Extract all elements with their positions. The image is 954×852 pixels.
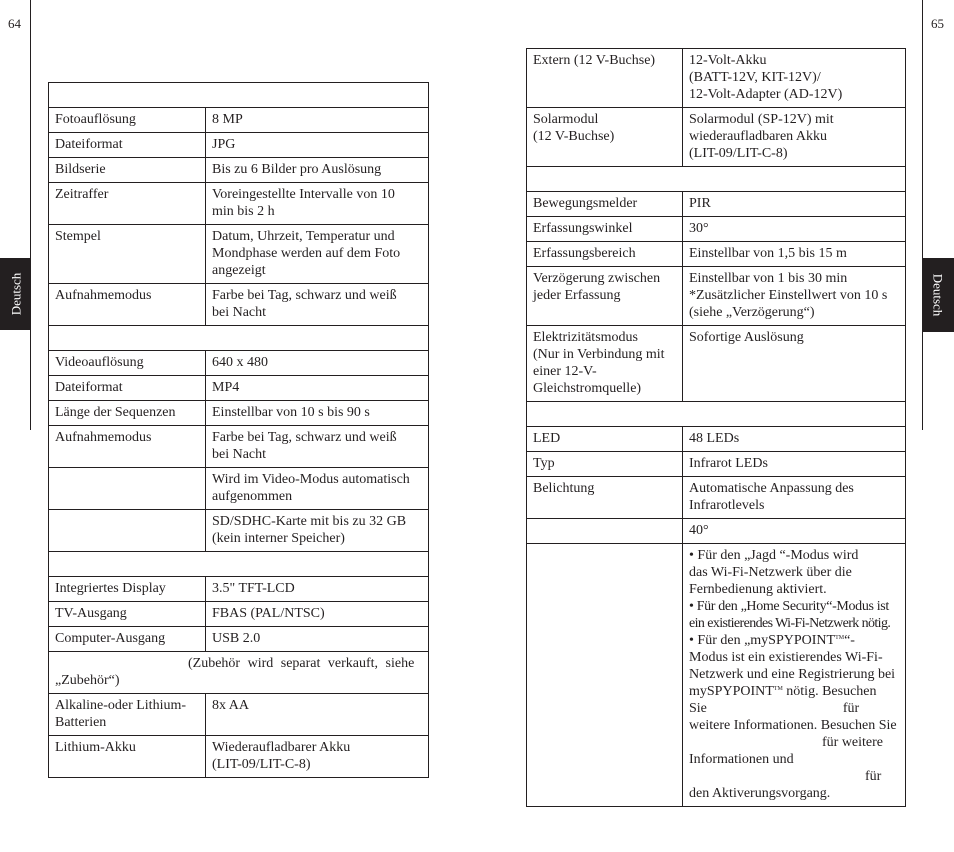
spec-value: Einstellbar von 1,5 bis 15 m xyxy=(683,242,906,267)
wifi-note-line xyxy=(689,666,899,683)
wifi-note-line xyxy=(689,683,899,700)
language-tab-label: Deutsch xyxy=(8,272,23,316)
spec-value: 3.5" TFT-LCD xyxy=(206,577,429,602)
wifi-note-line xyxy=(689,581,899,598)
spec-label: Dateiformat xyxy=(49,376,206,401)
section-header-row xyxy=(527,167,906,192)
wifi-note-text: für weitere xyxy=(822,735,884,750)
wifi-note-line xyxy=(689,717,899,734)
spec-value: Bis zu 6 Bilder pro Auslösung xyxy=(206,158,429,183)
spec-value: Automatische Anpassung des Infrarotlevels xyxy=(683,477,906,519)
power-note-line xyxy=(55,672,422,689)
spec-label: Integriertes Display xyxy=(49,577,206,602)
wifi-note-line xyxy=(689,785,899,802)
language-tab-label: Deutsch xyxy=(930,273,946,317)
spec-value: Infrarot LEDs xyxy=(683,452,906,477)
power-note-row xyxy=(49,652,429,694)
wifi-note-text: • Für den „Jagd “-Modus wird xyxy=(689,548,859,563)
spec-row-typ xyxy=(527,452,906,477)
spec-row-zeitraffer xyxy=(49,183,429,225)
spec-row-solarmodul xyxy=(527,108,906,167)
spec-value: 30° xyxy=(683,217,906,242)
trademark-mark: TM xyxy=(835,635,845,641)
spec-row-leuchtwinkel xyxy=(527,519,906,544)
page-number-left: 64 xyxy=(8,16,21,31)
page-edge-line-right xyxy=(922,0,923,430)
section-header-cell xyxy=(49,552,429,577)
spec-row-bildserie xyxy=(49,158,429,183)
spec-row-batterien xyxy=(49,694,429,736)
wifi-note-text: das Wi-Fi-Netzwerk über die xyxy=(689,565,852,580)
spec-value: Datum, Uhrzeit, Temperatur und Mondphase werden auf dem Foto angezeigt xyxy=(206,225,429,284)
language-tab-left xyxy=(0,258,31,330)
spec-label xyxy=(49,510,206,552)
spec-label: Lithium-Akku xyxy=(49,736,206,778)
section-header-cell xyxy=(49,326,429,351)
spec-row-erfassungsbereich xyxy=(527,242,906,267)
right-spec-table xyxy=(526,48,906,807)
spec-label: Aufnahmemodus xyxy=(49,426,206,468)
power-note-line xyxy=(55,655,422,672)
power-note-text: „Zubehör“) xyxy=(55,673,120,688)
spec-label: Solarmodul (12 V-Buchse) xyxy=(527,108,683,167)
section-header-row xyxy=(49,552,429,577)
spec-row-fotoaufloesung xyxy=(49,108,429,133)
left-spec-table xyxy=(48,82,429,778)
spec-row-belichtung xyxy=(527,477,906,519)
spec-label: LED xyxy=(527,427,683,452)
spec-value: Voreingestellte Intervalle von 10 min bis 2 h xyxy=(206,183,429,225)
language-tab-right xyxy=(922,258,954,332)
spec-label: Typ xyxy=(527,452,683,477)
spec-label: Computer-Ausgang xyxy=(49,627,206,652)
blank-link-gap xyxy=(689,779,865,780)
wifi-notes-cell xyxy=(683,544,906,807)
wifi-note-text: mySPYPOINT xyxy=(689,684,774,699)
spec-label xyxy=(527,544,683,807)
spec-value: USB 2.0 xyxy=(206,627,429,652)
wifi-note-text: für xyxy=(842,701,860,716)
wifi-note-text: für xyxy=(865,769,882,784)
spec-value: 8x AA xyxy=(206,694,429,736)
wifi-note-line xyxy=(689,615,899,632)
wifi-note-line xyxy=(689,598,899,615)
spec-row-led xyxy=(527,427,906,452)
spec-value: Sofortige Auslösung xyxy=(683,326,906,402)
wifi-note-line xyxy=(689,751,899,768)
spec-value: 40° xyxy=(683,519,906,544)
spec-value: 8 MP xyxy=(206,108,429,133)
spec-label: Videoauflösung xyxy=(49,351,206,376)
blank-link-gap xyxy=(707,711,843,712)
spec-label: Zeitraffer xyxy=(49,183,206,225)
spec-label: TV-Ausgang xyxy=(49,602,206,627)
spec-row-dateiformat-video xyxy=(49,376,429,401)
spec-row-lithium-akku xyxy=(49,736,429,778)
spec-value: PIR xyxy=(683,192,906,217)
section-header-row xyxy=(49,83,429,108)
spec-value: Wiederaufladbarer Akku (LIT-09/LIT-C-8) xyxy=(206,736,429,778)
trademark-mark: TM xyxy=(773,686,783,692)
spec-value: Einstellbar von 10 s bis 90 s xyxy=(206,401,429,426)
spec-value: Farbe bei Tag, schwarz und weiß bei Nacht xyxy=(206,284,429,326)
wifi-note-text: Informationen und xyxy=(689,752,794,767)
spec-row-audio xyxy=(49,468,429,510)
spec-value: Wird im Video-Modus automatisch aufgenommen xyxy=(206,468,429,510)
wifi-note-text: ein existierendes Wi-Fi-Netzwerk nötig. xyxy=(689,616,891,631)
spec-row-bewegungsmelder xyxy=(527,192,906,217)
spec-value: Farbe bei Tag, schwarz und weiß bei Nacht xyxy=(206,426,429,468)
spec-label: Bildserie xyxy=(49,158,206,183)
spec-label: Bewegungsmelder xyxy=(527,192,683,217)
spec-label: Stempel xyxy=(49,225,206,284)
wifi-note-text: “- xyxy=(844,633,855,648)
spec-label: Erfassungsbereich xyxy=(527,242,683,267)
spec-label: Alkaline-oder Lithium- Batterien xyxy=(49,694,206,736)
wifi-note-text: Modus ist ein existierendes Wi-Fi- xyxy=(689,650,883,665)
spec-value: MP4 xyxy=(206,376,429,401)
wifi-note-line xyxy=(689,564,899,581)
spec-row-stempel xyxy=(49,225,429,284)
section-header-cell xyxy=(527,402,906,427)
wifi-note-line xyxy=(689,700,899,717)
wifi-note-line xyxy=(689,649,899,666)
page-number-right: 65 xyxy=(931,16,944,31)
spec-row-sequenzlaenge xyxy=(49,401,429,426)
spec-label: Verzögerung zwischen jeder Erfassung xyxy=(527,267,683,326)
spec-value: 12-Volt-Akku (BATT-12V, KIT-12V)/ 12-Volt-Adapter (AD-12V) xyxy=(683,49,906,108)
spec-row-videoaufloesung xyxy=(49,351,429,376)
section-header-row xyxy=(49,326,429,351)
spec-value: 640 x 480 xyxy=(206,351,429,376)
power-note-cell xyxy=(49,652,429,694)
wifi-note-text: • Für den „mySPYPOINT xyxy=(689,633,836,648)
spec-row-display xyxy=(49,577,429,602)
wifi-note-line xyxy=(689,632,899,649)
spec-value: Einstellbar von 1 bis 30 min *Zusätzlicher Einstellwert von 10 s (siehe „Verzögerung“) xyxy=(683,267,906,326)
spec-row-tv-ausgang xyxy=(49,602,429,627)
wifi-note-text: • Für den „Home Security“-Modus ist xyxy=(689,599,889,614)
spec-row-aufnahmemodus-foto xyxy=(49,284,429,326)
wifi-note-text: den Aktiverungsvorgang. xyxy=(689,786,831,801)
section-header-row xyxy=(527,402,906,427)
page-edge-line-left xyxy=(30,0,31,430)
section-header-cell xyxy=(49,83,429,108)
power-note-text: (Zubehör wird separat verkauft, siehe xyxy=(188,656,415,671)
spec-label: Aufnahmemodus xyxy=(49,284,206,326)
spec-value: 48 LEDs xyxy=(683,427,906,452)
spec-row-extern xyxy=(527,49,906,108)
spec-value: Solarmodul (SP-12V) mit wiederaufladbaren Akku (LIT-09/LIT-C-8) xyxy=(683,108,906,167)
spec-label: Fotoauflösung xyxy=(49,108,206,133)
blank-link-gap xyxy=(689,745,822,746)
spec-label: Erfassungswinkel xyxy=(527,217,683,242)
blank-link-gap xyxy=(55,666,188,667)
spec-row-verzoegerung xyxy=(527,267,906,326)
spec-value: SD/SDHC-Karte mit bis zu 32 GB (kein interner Speicher) xyxy=(206,510,429,552)
spec-label xyxy=(49,468,206,510)
spec-label: Dateiformat xyxy=(49,133,206,158)
spec-value: JPG xyxy=(206,133,429,158)
wifi-note-line xyxy=(689,768,899,785)
spec-label: Länge der Sequenzen xyxy=(49,401,206,426)
wifi-note-text: Sie xyxy=(689,701,707,716)
spec-label: Elektrizitätsmodus (Nur in Verbindung mit einer 12-V- Gleichstromquelle) xyxy=(527,326,683,402)
section-header-cell xyxy=(527,167,906,192)
spec-row-elektrizitaetsmodus xyxy=(527,326,906,402)
wifi-note-line xyxy=(689,547,899,564)
wifi-note-text: Netzwerk und eine Registrierung bei xyxy=(689,667,896,682)
spec-row-speicher xyxy=(49,510,429,552)
spec-row-dateiformat-foto xyxy=(49,133,429,158)
spec-value: FBAS (PAL/NTSC) xyxy=(206,602,429,627)
spec-label: Belichtung xyxy=(527,477,683,519)
wifi-note-text: nötig. Besuchen xyxy=(782,684,877,699)
wifi-note-text: weitere Informationen. Besuchen Sie xyxy=(689,718,897,733)
spec-row-wifi xyxy=(527,544,906,807)
spec-label xyxy=(527,519,683,544)
spec-label: Extern (12 V-Buchse) xyxy=(527,49,683,108)
spec-row-aufnahmemodus-video xyxy=(49,426,429,468)
spec-row-computer-ausgang xyxy=(49,627,429,652)
spec-row-erfassungswinkel xyxy=(527,217,906,242)
wifi-note-text: Fernbedienung aktiviert. xyxy=(689,582,827,597)
wifi-note-line xyxy=(689,734,899,751)
